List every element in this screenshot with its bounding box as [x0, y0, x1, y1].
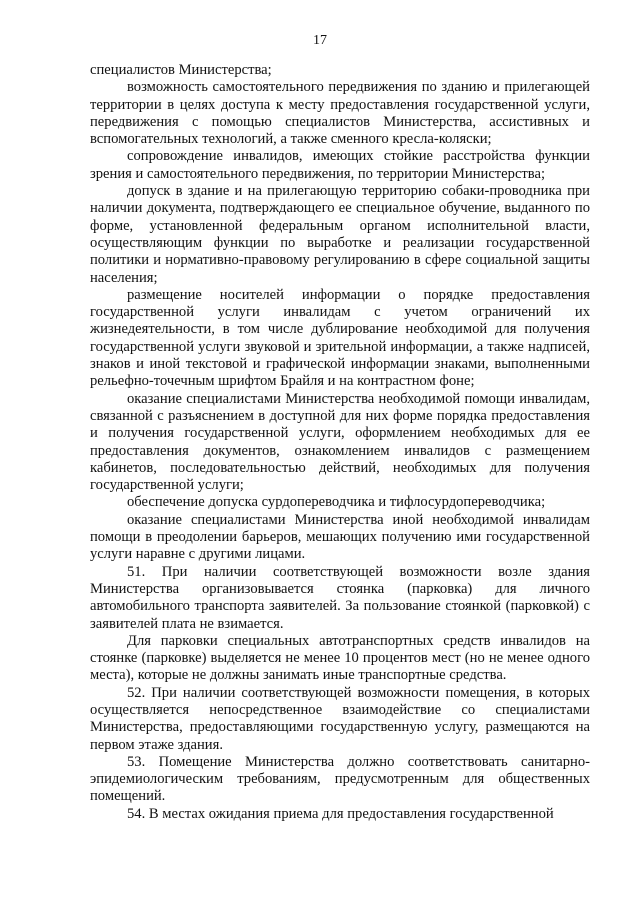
page-number: 17: [313, 33, 327, 48]
paragraph-12: 53. Помещение Министерства должно соответствовать санитарно-эпидемиологическим требованиям, предусмотренным для общественных помещений.: [90, 753, 590, 805]
paragraph-7: обеспечение допуска сурдопереводчика и тифлосурдопереводчика;: [127, 494, 546, 511]
document-body: [90, 62, 590, 823]
paragraph-4: допуск в здание и на прилегающую территорию собаки-проводника при наличии документа, подтверждающего ее специальное обучение, выданного по форме, установленной федеральным органом исполнительной власти, осуществляющим функции по выработке и реализации государственной политики и нормативно-правовому регулированию в сфере социальной защиты населения;: [90, 183, 590, 286]
paragraph-10: Для парковки специальных автотранспортных средств инвалидов на стоянке (парковке) выделяется не менее 10 процентов мест (но не менее одного места), которые не должны занимать иные транспортные средства.: [90, 632, 590, 684]
paragraph-2: возможность самостоятельного передвижения по зданию и прилегающей территории в целях доступа к месту предоставления государственной услуги, передвижения с помощью специалистов Министерства, ассистивных и вспомогательных технологий, а также сменного кресла-коляски;: [90, 79, 590, 148]
paragraph-5: размещение носителей информации о порядке предоставления государственной услуги инвалидам с учетом ограничений их жизнедеятельности, в том числе дублирование необходимой для получения государственной услуги звуковой и зрительной информации, а также надписей, знаков и иной текстовой и графической информации знаками, выполненными рельефно-точечным шрифтом Брайля и на контрастном фоне;: [90, 286, 590, 390]
paragraph-6: оказание специалистами Министерства необходимой помощи инвалидам, связанной с разъяснением в доступной для них форме порядка предоставления и получения государственной услуги, оформлением необходимых для ее предоставления документов, ознакомлением инвалидов с размещением кабинетов, последовательностью действий, необходимых для получения государственной услуги;: [90, 390, 590, 494]
paragraph-1: специалистов Министерства;: [90, 62, 272, 78]
paragraph-11: 52. При наличии соответствующей возможности помещения, в которых осуществляется непосредственное взаимодействие со специалистами Министерства, предоставляющими государственную услугу, размещаются на первом этаже здания.: [90, 684, 590, 753]
paragraph-13: 54. В местах ожидания приема для предоставления государственной: [127, 805, 554, 822]
paragraph-9: 51. При наличии соответствующей возможности возле здания Министерства организовывается стоянка (парковка) для личного автомобильного транспорта заявителей. За пользование стоянкой (парковкой) с заявителей плата не взимается.: [90, 563, 590, 632]
paragraph-8: оказание специалистами Министерства иной необходимой инвалидам помощи в преодолении барьеров, мешающих получению ими государственной услуги наравне с другими лицами.: [90, 511, 590, 563]
paragraph-3: сопровождение инвалидов, имеющих стойкие расстройства функции зрения и самостоятельного передвижения, по территории Министерства;: [90, 148, 590, 182]
